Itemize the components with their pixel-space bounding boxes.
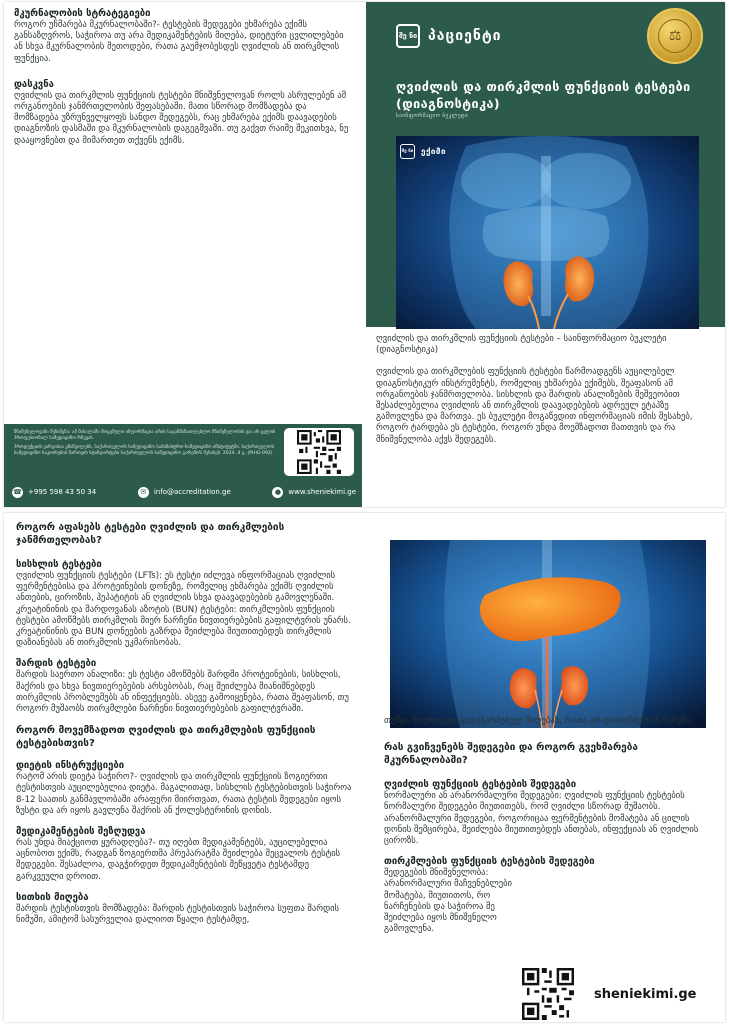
- legal-text-2: პროდუქციის ვარგისია ყმაწვილებს, საქართველოს სამედიცინო სამინისტრო-სამედიცინო ინსტიტუტში. საქართველოს სამედიცინო საკითხების მართვის სტანდარტები საქართველოს სამედიცინო გარემოს შესახებ. 2024. 4 გ. (PHIG-092): [14, 445, 275, 456]
- fluid-text: შარდის ტესტისთვის მომზადება: შარდის ტესტისთვის საჭიროა სუფთა შარდის ნიმუში, ამიტომ სასურველია დალიოთ წყალი ტესტამდე,: [16, 903, 340, 926]
- blood-tests-heading: სისხლის ტესტები: [16, 559, 102, 570]
- website-contact[interactable]: [272, 487, 356, 498]
- mail-icon: ✉: [138, 487, 149, 498]
- urine-tests-heading: შარდის ტესტები: [16, 658, 97, 670]
- page2-right-column: [374, 513, 725, 1022]
- website-url: www.sheniekimi.ge: [288, 488, 356, 496]
- strategy-text: როგორ უჩმარება მკურნალობაში?- ტესტების შედეგები ეხმარება ექიმს განსაზღვროს, საჭიროა თუ არა მედიკამენტების მიღება, დიეტური ცვლილებები ან სხვა მკურნალობის მეთოდები, რათა გაუმჯობესდეს ღვიძლის ან თირკმლის ფუნქცია.: [14, 20, 344, 64]
- intro-title: ღვიძლის და თირკმლის ფუნქციის ტესტები – საინფორმაციო ბუკლეტი (დიაგნოსტიკა): [376, 334, 667, 356]
- bottom-qr-code[interactable]: [512, 966, 584, 1022]
- mini-brand-name: ექიმი: [421, 147, 446, 156]
- liver-anatomy-image: [390, 540, 706, 728]
- blood-tests-text: ღვიძლის ფუნქციის ტესტები (LFTs): ეს ტესტი იძლევა ინფორმაციას ღვიძლის ფერმენტებისა და პროტეინების დონეზე, რომელიც ეხმარება ექიმს ღვიძლის ანთების, ციროზის, ჰეპატიტის ან ღვიძლის სხვა დაავადებების გამოვლენაში. კრეატინინის და შარდოვანას აზოტის (BUN) ტესტები: თირკმლების ფუნქციის ტესტები ამოწმებს თირკმლის მიერ ნარჩენი ნივთიერებების გაფილტვრის უნარს. კრეატინინის და BUN დონეების გაზრდა შეიძლება მიუთითებდეს თირკმლის დაზიანებას ან თირკმლის უკმარისობას.: [16, 571, 351, 649]
- brochure-page-outer: [4, 2, 725, 507]
- cover-title: ღვიძლის და თირკმლის ფუნქციის ტესტები (დიაგნოსტიკა): [396, 79, 691, 111]
- kidney-results-text: შედეგების მნიშვნელობა: არანორმალური მაჩვენებლები მომატება, მიუთითოს, რო ნარჩენების და საჭიროა შე შეიძლება იყოს მნიშვნელო გამოვლენა.: [384, 868, 512, 935]
- phone-contact[interactable]: [12, 487, 96, 498]
- conclusion-text: ღვიძლის და თირკმლის ფუნქციის ტესტები მნიშვნელოვან როლს ასრულებენ ამ ორგანოების ჯანმრთელობის შეფასებაში. მათი სწორად მომზადება და მომზადება უზრუნველყოფს სანდო შედეგებს, რაც ეხმარება ექიმს დაავადების დიაგნოზის დასმაში და მკურნალობის დაგეგმვაში. თუ გაქვთ რაიმე შეკითხვა, ნუ დააყოვნებთ და მიმართეთ თქვენს ექიმს.: [14, 90, 349, 146]
- email-address: info@accreditation.ge: [153, 488, 231, 496]
- liver-results-text: ნორმალური ან არანორმალური შედეგები: ღვიძლის ფუნქციის ტესტების ნორმალური შედეგები მიუთითებს, რომ ღვიძლი სწორად მუშაობს. არანორმალური შედეგები, როგორიცაა ფერმენტების მომატება ან ცილის დონის შემცირება, შეიძლება მიუთითებდეს ანთებას, ინფექციას ან ღვიძლის ციროზს.: [384, 791, 699, 847]
- phone-number: +995 598 43 50 34: [28, 488, 97, 496]
- conclusion-heading: დასკვნა: [14, 78, 54, 90]
- preparation-heading: როგორ მოვემზადოთ ღვიძლის და თირკმლების ფუნქციის ტესტებისთვის?: [16, 725, 316, 750]
- phone-icon: ☎: [13, 488, 22, 496]
- intro-text: ღვიძლის და თირკმლების ფუნქციის ტესტები წარმოადგენს აუცილებელ დიაგნოსტიკურ ინსტრუმენტს, რომელიც ეხმარება ექიმებს, შეაფასონ ამ ორგანოების ჯანმრთელობა. სისხლის და შარდის ანალიზების მეშვეობით შესაძლებელია ღვიძლის ან თირკმლის დაავადებების ადრეულ ეტაპზე გამოვლენა და მართვა. ეს ბუკლეტი მოგაწვდით ინფორმაციას იმის შესახებ, როგორ ტარდება ეს ტესტები, როგორ უნდა მოემზადოთ მათთვის და რა მნიშვნელობა აქვს შედეგებს.: [376, 367, 693, 445]
- location-pin-icon: ●: [272, 487, 283, 498]
- medication-heading: მედიკამენტების შეზღუდვა: [16, 826, 146, 838]
- diet-heading: დიეტის ინსტრუქციები: [16, 760, 125, 772]
- brand-name: პაციენტი: [428, 28, 502, 44]
- fluid-heading: სითხის მიღება: [16, 891, 89, 903]
- kidney-results-heading: თირკმლების ფუნქციის ტესტების შედეგები: [384, 856, 595, 868]
- email-contact[interactable]: [138, 487, 231, 498]
- qr-code-icon: [297, 430, 341, 474]
- intro-section: [376, 334, 711, 446]
- assessment-heading: როგორ აფასებს ტესტები ღვიძლის და თირკმლების ჯანმრთელობას?: [16, 522, 285, 546]
- legal-text-1: მნიშვნელოვანი შენიშვნა: ამ მასალაში მოცემული ინფორმაცია არის საგანმანათლებლო მნიშვნელობის და არ ცვლის პროფესიონალ სამედიცინო რჩევას.: [14, 430, 276, 441]
- medication-text: რას უნდა მიაქციოთ ყურადღება?- თუ იღებთ მედიკამენტებს, აუცილებელია აცნობოთ ექიმს, რადგან ზოგიერთმა პრეპარატმა შეიძლება შეცვალოს ტესტის შედეგები. შესაძლოა, დაგჭირდეთ მედიკამენტების შეწყვეტა ტესტამდე გარკვეული დროით.: [16, 838, 341, 882]
- mini-brand-logo: [400, 144, 446, 159]
- contact-bar: [12, 485, 356, 499]
- brochure-page-inner: [4, 513, 725, 1022]
- kidney-anatomy-image: [396, 136, 699, 329]
- brand-logo: [396, 24, 502, 48]
- accreditation-seal-icon: ⚖: [647, 8, 703, 64]
- qr-code[interactable]: [284, 428, 354, 476]
- legal-notice: [14, 430, 276, 460]
- diet-text: რატომ არის დიეტა საჭირო?- ღვიძლის და თირკმლის ფუნქციის ზოგიერთი ტესტისთვის აუცილებელია დიეტა. მაგალითად, სისხლის ტესტებისთვის საჭიროა 8-12 საათის განმავლობაში არაფერი მიირთვათ, რათა ტესტის შედეგები იყოს ზუსტი და არ იყოს გავლენა შაქრის ან ქოლესტერინის დონის.: [16, 772, 352, 816]
- urine-tests-text: შარდის საერთო ანალიზი: ეს ტესტი ამოწმებს შარდში პროტეინების, სისხლის, შაქრის და სხვა ნივთიერებების არსებობას, რაც შეიძლება მიანიშნებდეს თირკმლის პრობლემებს ან ინფექციებს. ასევე გამოიყენება, რათა შეაფასონ, თუ როგორ მუშაობს თირკმლები ნარჩენი ნივთიერებების გაფილტვრაში.: [16, 670, 349, 715]
- qr-code-icon: [522, 968, 574, 1020]
- footer-panel: [4, 424, 362, 507]
- results-section: [384, 716, 713, 944]
- page2-left-column: [4, 513, 369, 1022]
- fluid-text-continued: თუმცა მოერიდეთ გადაჭარბებულ მიღებას, რათა არ დაიბინძუროს ნიმუში.: [384, 716, 693, 726]
- liver-results-heading: ღვიძლის ფუნქციის ტესტების შედეგები: [384, 779, 577, 791]
- mini-logo-icon: შე ნი: [400, 144, 415, 159]
- brand-logo-icon: შე ნი: [396, 24, 420, 48]
- page1-right-column: [366, 2, 725, 507]
- cover-subtitle: საინფორმაციო ბუკლეტი: [396, 113, 468, 119]
- website-label[interactable]: sheniekimi.ge: [594, 987, 697, 1002]
- strategy-heading: მკურნალობის სტრატეგიები: [14, 8, 151, 19]
- results-heading: რას გვიჩვენებს შედეგები და როგორ გვეხმარება მკურნალობაში?: [384, 742, 638, 767]
